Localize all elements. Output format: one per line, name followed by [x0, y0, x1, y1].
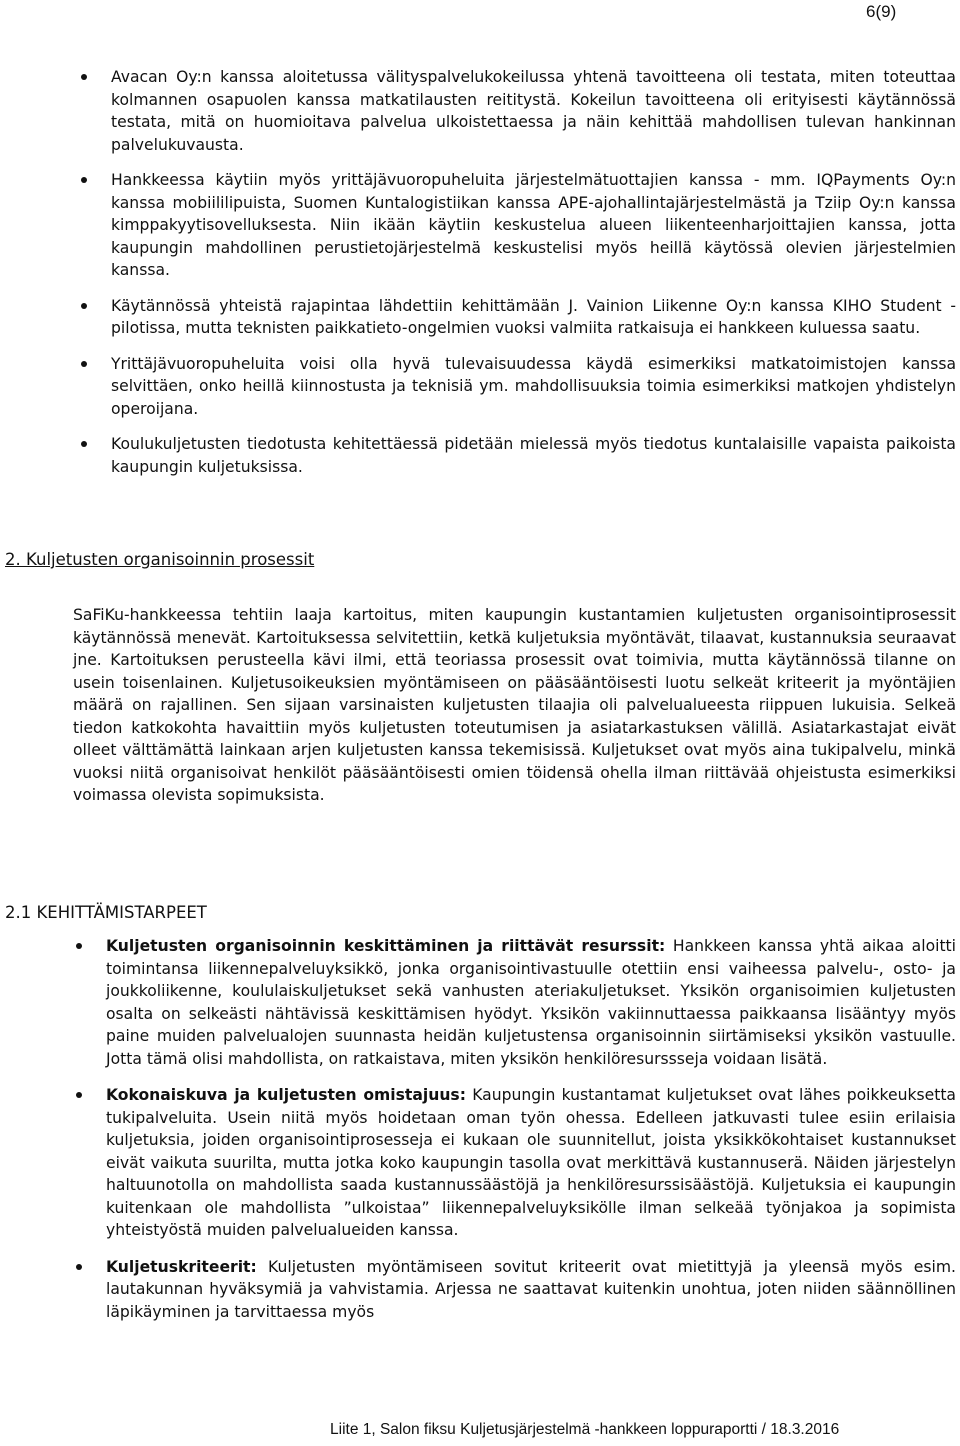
- list-item: [0, 433, 960, 478]
- list-item-text: Koulukuljetusten tiedotusta kehitettäessä pidetään mielessä myös tiedotus kuntalaisille vapaista paikoista kaupungin kuljetuksissa.: [111, 435, 956, 476]
- list-item: [0, 66, 960, 156]
- bullet-icon: [76, 1264, 82, 1270]
- list-item: [0, 1084, 960, 1242]
- list-item-text: Yrittäjävuoropuheluita voisi olla hyvä tulevaisuudessa käydä esimerkiksi matkatoimistojen kanssa selvittäen, onko heillä kiinnostusta ja teknisiä ym. mahdollisuuksia toimia esimerkiksi matkojen yhdistelyn operoijana.: [111, 354, 956, 418]
- list-item-text: Hankkeessa käytiin myös yrittäjävuoropuheluita järjestelmätuottajien kanssa - mm. IQPayments Oy:n kanssa mobiililipuista, Suomen Kuntalogistiikan kanssa APE-ajohallintajärjestelmästä ja Tziip Oy:n kanssa kimppakyytisovelluksesta. Niin ikään käytiin keskustelua alueen liikenteenharjoittajien kanssa, jotta kaupungin mahdollinen perustietojärjestelmä keskustelisi myös heillä käytössä olevien järjestelmien kanssa.: [111, 171, 956, 279]
- page-number: 6(9): [866, 2, 897, 21]
- page-footer: Liite 1, Salon fiksu Kuljetusjärjestelmä -hankkeen loppuraportti / 18.3.2016: [330, 1421, 840, 1438]
- list-item-text: Avacan Oy:n kanssa aloitetussa välityspalvelukokeilussa yhtenä tavoitteena oli testata, miten toteuttaa kolmannen osapuolen kanssa matkatilausten reititystä. Kokeilun tavoitteena oli erityisesti käytännössä testata, mitä on huomioitava palvelua ulkoistettaessa ja näin kehittää mahdollisen tulevan hankinnan palvelukuvausta.: [111, 68, 956, 154]
- list-item-lead: Kuljetuskriteerit:: [106, 1257, 257, 1276]
- list-item-lead: Kokonaiskuva ja kuljetusten omistajuus:: [106, 1086, 466, 1104]
- list-item: [0, 169, 960, 282]
- bullet-icon: [81, 74, 87, 80]
- list-item: [0, 1256, 960, 1324]
- needs-bullet-list: [0, 935, 960, 1337]
- bullet-icon: [81, 177, 87, 183]
- bullet-icon: [81, 303, 87, 309]
- list-item-text: Kuljetusten myöntämiseen sovitut kriteerit ovat mietittyjä ja yleensä myös esim. lautakunnan hyväksymiä ja vahvistamia. Arjessa ne saattavat kuitenkin unohtua, joten niiden säännöllinen läpikäyminen ja tarvittaessa myös: [106, 1257, 956, 1321]
- bullet-icon: [76, 943, 82, 949]
- bullet-icon: [81, 361, 87, 367]
- list-item: [0, 353, 960, 421]
- subsection-heading: 2.1 KEHITTÄMISTARPEET: [5, 903, 207, 922]
- bullet-icon: [81, 441, 87, 447]
- bullet-icon: [76, 1092, 82, 1098]
- list-item: [0, 935, 960, 1070]
- list-item-text: Kaupungin kustantamat kuljetukset ovat lähes poikkeuksetta tukipalveluita. Usein niitä myös hoidetaan oman työn ohessa. Edelleen jatkuvasti tulee esiin erilaisia kuljetuksia, joiden organisointiprosesseja ei kukaan ole suunnitellut, joista yksikkökohtaiset kustannukset eivät vaikuta suurilta, mutta jotka koko kaupungin tasolla ovat merkittävä kustannuserä. Näiden järjestelyn haltuunotolla on mahdollista saada kustannussäästöjä ja henkilöresurssisäästöjä. Kuljetuksia ei kaupungin kuitenkaan ole mahdollista ”ulkoistaa” liikennepalveluyksikölle ilman selkeää työnjakoa ja sopimista yhteistyöstä muiden palvelualueiden kanssa.: [106, 1086, 956, 1239]
- list-item-lead: Kuljetusten organisoinnin keskittäminen ja riittävät resurssit:: [106, 937, 666, 955]
- list-item: [0, 295, 960, 340]
- intro-bullet-list: [0, 66, 960, 491]
- section-heading: 2. Kuljetusten organisoinnin prosessit: [5, 550, 315, 569]
- list-item-text: Käytännössä yhteistä rajapintaa lähdettiin kehittämään J. Vainion Liikenne Oy:n kanssa KIHO Student -pilotissa, mutta teknisten paikkatieto-ongelmien vuoksi valmiita ratkaisuja ei hankkeen kuluessa saatu.: [111, 296, 956, 337]
- list-item-text: Hankkeen kanssa yhtä aikaa aloitti toimintansa liikennepalveluyksikkö, jonka organisointivastuulle otettiin ensi vaiheessa palvelu-, osto- ja joukkoliikenne, koululaiskuljetukset sekä vanhusten ateriakuljetukset. Yksikön organisoimien kuljetusten osalta on selkeästi nähtävissä keskittämisen hyödyt. Yksikön vakiinnuttaessa paikkaansa lisääntyy myös paine muiden palvelualojen suunnasta heidän kuljetustensa organisoinnin siirtämiseksi yksikön vastuulle. Jotta tämä olisi mahdollista, on ratkaistava, miten yksikön henkilöresurssseja voidaan lisätä.: [106, 937, 956, 1068]
- section-paragraph: SaFiKu-hankkeessa tehtiin laaja kartoitus, miten kaupungin kustantamien kuljetusten organisointiprosessit käytännössä menevät. Kartoituksessa selvitettiin, ketkä kuljetuksia myöntävät, tilaavat, kustannuksia seuraavat jne. Kartoituksen perusteella kävi ilmi, että teoriassa prosessit ovat toimivia, mutta käytännössä tilanne on usein toisenlainen. Kuljetusoikeuksien myöntämiseen on pääsääntöisesti luotu selkeät kriteerit ja myöntäjien määrä on rajallinen. Sen sijaan varsinaisten kuljetusten tilaajia oli palvelualueesta riippuen lukuisia. Selkeä tiedon katkokohta havaittiin myös kuljetusten toteutumisen ja asiatarkastuksen välillä. Asiatarkastajat eivät olleet välttämättä lainkaan arjen kuljetusten kanssa tekemisissä. Kuljetukset ovat myös aina tukipalvelu, minkä vuoksi niitä organisoivat henkilöt pääsääntöisesti omien töidensä ohella ilman riittävää ohjeistusta esimerkiksi voimassa olevista sopimuksista.: [73, 606, 956, 804]
